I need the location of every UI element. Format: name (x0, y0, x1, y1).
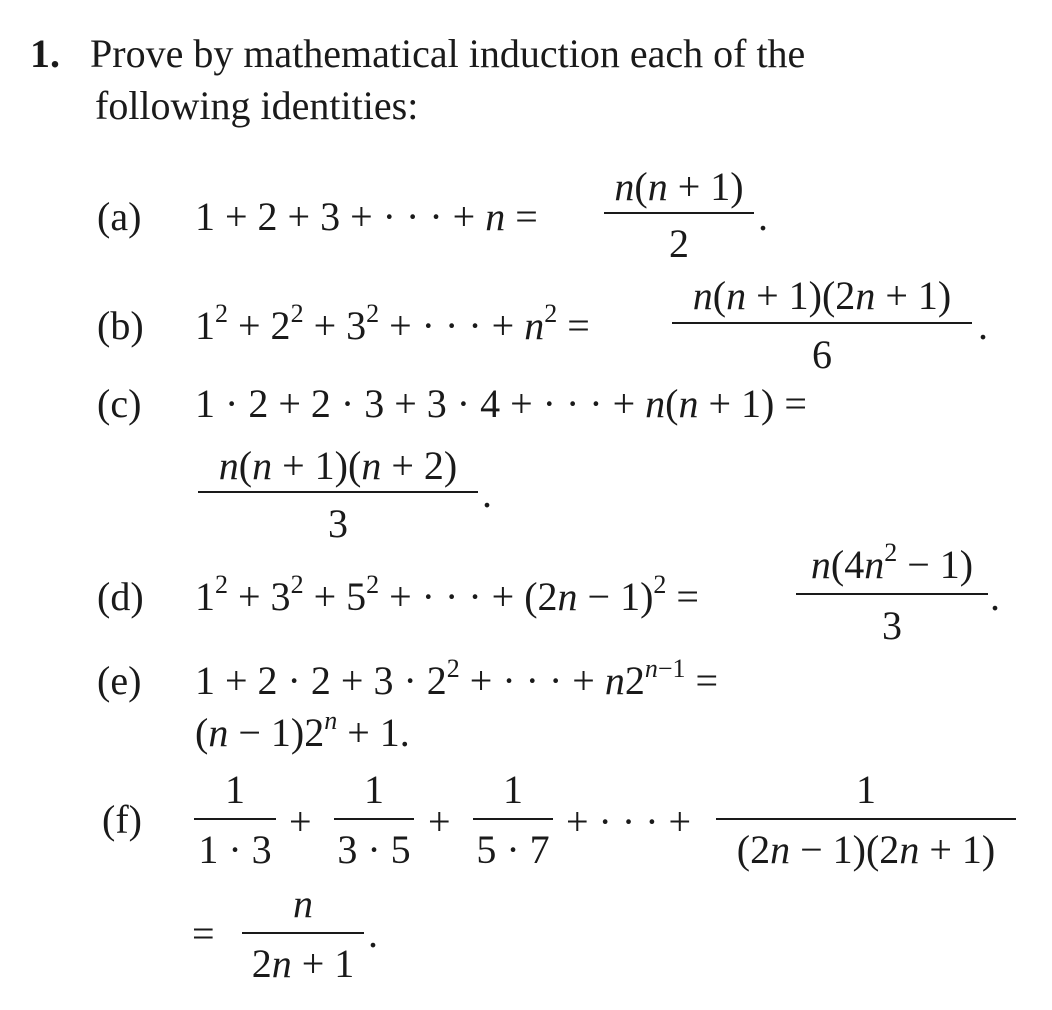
identity-c-lhs: 1 · 2 + 2 · 3 + 3 · 4 + · · · + n(n + 1) = (195, 381, 807, 426)
identity-b-fraction: n(n + 1)(2n + 1) 6 (672, 276, 972, 376)
identity-a-fraction: n(n + 1) 2 (604, 167, 754, 267)
item-label-c: (c) (97, 381, 142, 426)
identity-c-fraction: n(n + 1)(n + 2) 3 (198, 446, 478, 546)
identity-f-plus-1: + (289, 799, 312, 844)
identity-a-lhs: 1 + 2 + 3 + · · · + n = (195, 194, 538, 239)
item-label-a: (a) (97, 194, 142, 239)
item-label-f: (f) (102, 797, 142, 842)
problem-statement (30, 31, 806, 76)
identity-b-lhs: $1^2 + 2^2 + 3^2$ + · · · + $n^2$ = (195, 299, 590, 348)
identity-a-period: . (758, 194, 768, 239)
item-label-b: (b) (97, 303, 144, 348)
identity-f-term-2: 1 3 · 5 (334, 770, 414, 870)
identity-f-equals: = (192, 911, 215, 956)
identity-d-period: . (990, 574, 1000, 619)
identity-f-term-general: 1 (2n − 1)(2n + 1) (716, 770, 1016, 870)
identity-f-term-3: 1 5 · 7 (473, 770, 553, 870)
identity-e-lhs: $1 + 2 \cdot 2 + 3 \cdot 2^2$ + · · · + $n2^{n-1}$ = (195, 654, 719, 703)
statement-line-2: following identities: (95, 83, 419, 128)
identity-f-result: n 2n + 1 (242, 884, 364, 984)
problem-number: 1. (30, 31, 60, 76)
identity-d-fraction: $n(4n^2 - 1)$ 3 (796, 545, 988, 645)
identity-d-lhs: $1^2 + 3^2 + 5^2$ + · · · + $(2n - 1)^2$ = (195, 570, 699, 619)
item-label-d: (d) (97, 574, 144, 619)
identity-b-period: . (978, 303, 988, 348)
item-label-e: (e) (97, 658, 142, 703)
identity-f-plus-2: + (428, 799, 451, 844)
identity-c-period: . (482, 471, 492, 516)
identity-f-term-1: 1 1 · 3 (194, 770, 276, 870)
identity-e-rhs: $(n - 1)2^n + 1$. (195, 706, 410, 755)
statement-line-1: Prove by mathematical induction each of the (90, 31, 806, 76)
identity-f-dots: + · · · + (566, 799, 692, 844)
identity-f-period: . (368, 911, 378, 956)
